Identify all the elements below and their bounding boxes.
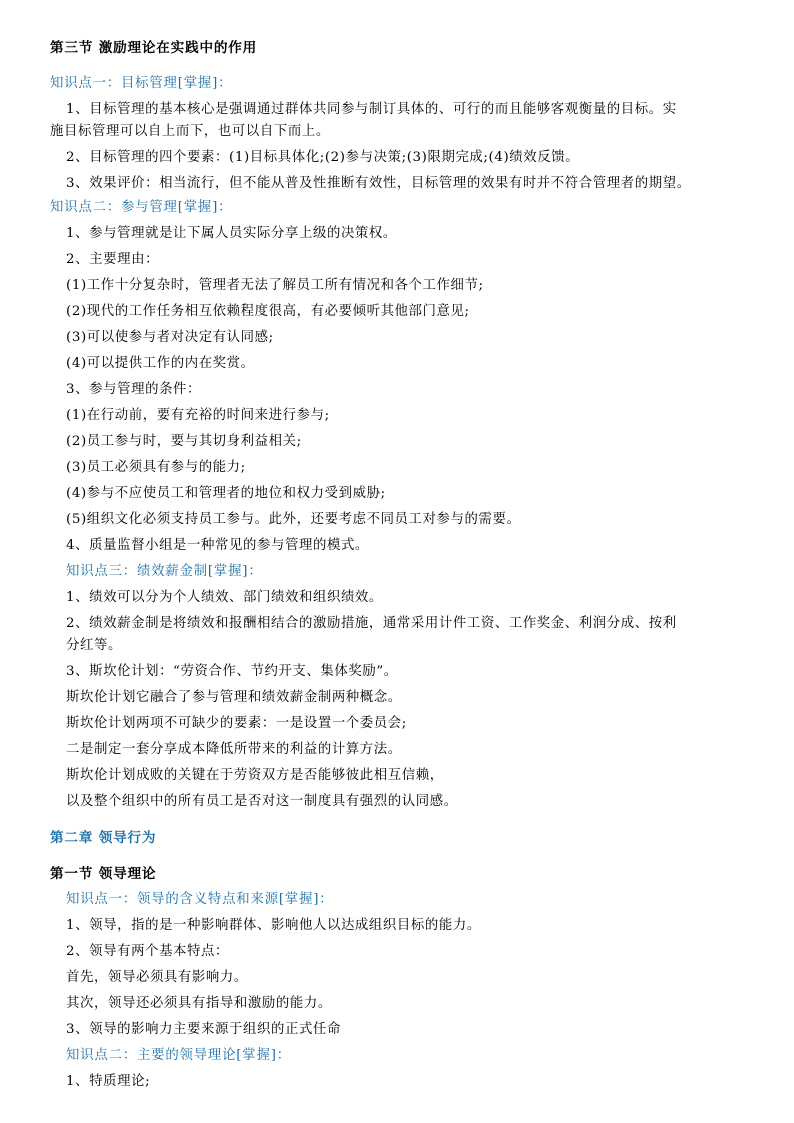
list-item: (1)在行动前，要有充裕的时间来进行参与; (66, 408, 330, 423)
paragraph: 2、目标管理的四个要素：(1)目标具体化;(2)参与决策;(3)限期完成;(4)绩效反馈。 (66, 150, 580, 165)
paragraph: 斯坎伦计划它融合了参与管理和绩效薪金制两种概念。 (66, 690, 402, 705)
knowledge-point-heading: 知识点一：领导的含义特点和来源[掌握]： (66, 892, 334, 907)
paragraph: 分红等。 (66, 638, 122, 653)
list-item: (4)可以提供工作的内在奖赏。 (66, 356, 255, 371)
paragraph: 2、绩效薪金制是将绩效和报酬相结合的激励措施，通常采用计件工资、工作奖金、利润分成、按利 (66, 616, 677, 631)
paragraph: 首先，领导必须具有影响力。 (66, 970, 248, 985)
list-item: (5)组织文化必须支持员工参与。此外，还要考虑不同员工对参与的需要。 (66, 512, 521, 527)
knowledge-point-heading: 知识点一：目标管理[掌握]： (50, 76, 233, 91)
paragraph: 3、效果评价：相当流行，但不能从普及性推断有效性，目标管理的效果有时并不符合管理者的期望。 (66, 176, 691, 191)
paragraph: 1、绩效可以分为个人绩效、部门绩效和组织绩效。 (66, 590, 383, 605)
paragraph: 斯坎伦计划两项不可缺少的要素：一是设置一个委员会; (66, 716, 407, 731)
list-item: (1)工作十分复杂时，管理者无法了解员工所有情况和各个工作细节; (66, 278, 484, 293)
chapter-heading: 第二章 领导行为 (50, 830, 157, 846)
paragraph: 3、斯坎伦计划：“劳资合作、节约开支、集体奖励”。 (66, 664, 398, 679)
paragraph: 二是制定一套分享成本降低所带来的利益的计算方法。 (66, 742, 402, 757)
paragraph: 1、领导，指的是一种影响群体、影响他人以达成组织目标的能力。 (66, 918, 481, 933)
paragraph: 2、主要理由： (66, 252, 160, 267)
section-heading: 第三节 激励理论在实践中的作用 (50, 40, 258, 56)
paragraph: 1、目标管理的基本核心是强调通过群体共同参与制订具体的、可行的而且能够客观衡量的目标。实 (66, 102, 677, 117)
list-item: (3)员工必须具有参与的能力; (66, 460, 246, 475)
list-item: (2)员工参与时，要与其切身利益相关; (66, 434, 302, 449)
paragraph: 1、参与管理就是让下属人员实际分享上级的决策权。 (66, 226, 397, 241)
section-heading: 第一节 领导理论 (50, 866, 157, 882)
paragraph: 1、特质理论; (66, 1074, 151, 1089)
paragraph: 2、领导有两个基本特点： (66, 944, 230, 959)
knowledge-point-heading: 知识点二：参与管理[掌握]： (50, 200, 233, 215)
paragraph: 3、领导的影响力主要来源于组织的正式任命 (66, 1022, 341, 1037)
paragraph: 以及整个组织中的所有员工是否对这一制度具有强烈的认同感。 (66, 794, 458, 809)
paragraph: 4、质量监督小组是一种常见的参与管理的模式。 (66, 538, 369, 553)
list-item: (3)可以使参与者对决定有认同感; (66, 330, 274, 345)
paragraph: 施目标管理可以自上而下，也可以自下而上。 (50, 124, 330, 139)
list-item: (4)参与不应使员工和管理者的地位和权力受到威胁; (66, 486, 386, 501)
knowledge-point-heading: 知识点三：绩效薪金制[掌握]： (66, 564, 263, 579)
paragraph: 其次，领导还必须具有指导和激励的能力。 (66, 996, 332, 1011)
list-item: (2)现代的工作任务相互依赖程度很高，有必要倾听其他部门意见; (66, 304, 470, 319)
paragraph: 3、参与管理的条件： (66, 382, 202, 397)
knowledge-point-heading: 知识点二：主要的领导理论[掌握]： (66, 1048, 291, 1063)
paragraph: 斯坎伦计划成败的关键在于劳资双方是否能够彼此相互信赖， (66, 768, 444, 783)
